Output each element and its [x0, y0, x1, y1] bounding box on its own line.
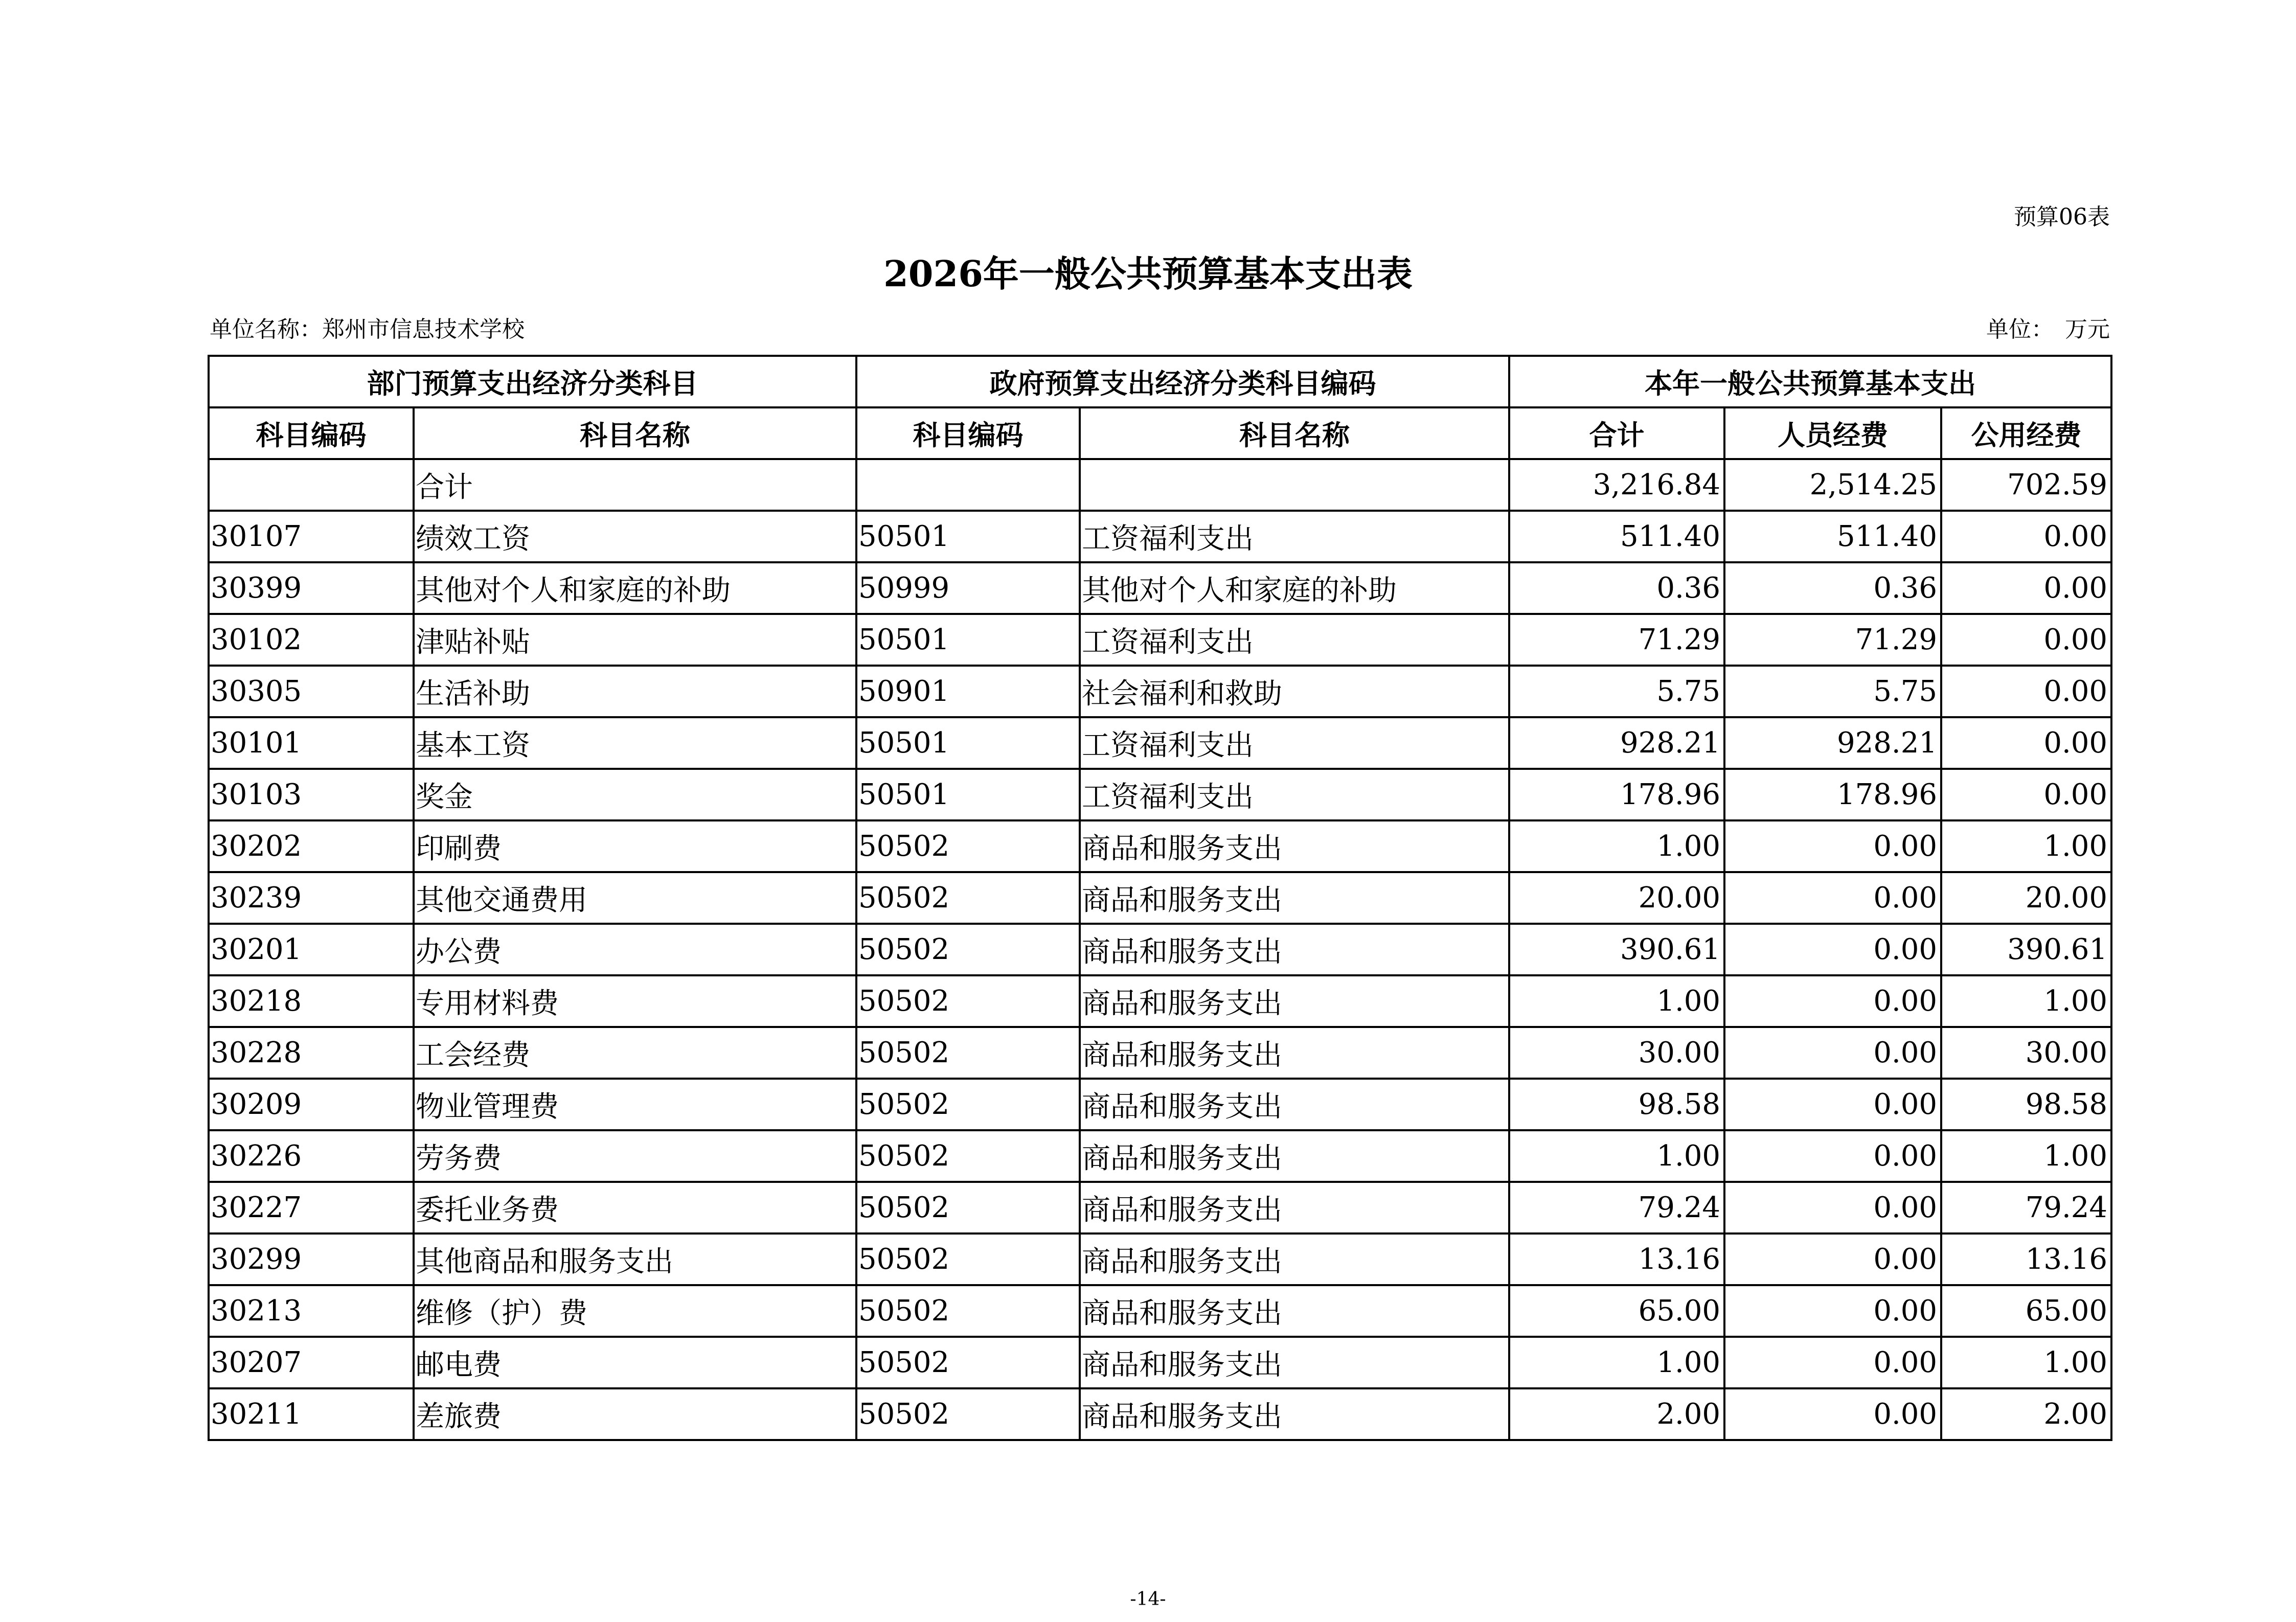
dept-code-cell: 30239: [209, 872, 414, 924]
gov-name-cell: 商品和服务支出: [1080, 820, 1509, 872]
public-cell: 2.00: [1941, 1388, 2111, 1440]
dept-name-cell: 委托业务费: [414, 1182, 856, 1233]
gov-code-cell: 50501: [856, 511, 1080, 562]
gov-code-cell: 50502: [856, 1233, 1080, 1285]
dept-code-cell: 30305: [209, 666, 414, 717]
column-header-row: [209, 407, 2111, 459]
gov-name-cell: 商品和服务支出: [1080, 1233, 1509, 1285]
personnel-cell: 0.36: [1724, 562, 1941, 614]
personnel-cell: 0.00: [1724, 975, 1941, 1027]
total-cell: 71.29: [1509, 614, 1724, 666]
table-row: [209, 1027, 2111, 1079]
personnel-cell: 178.96: [1724, 769, 1941, 820]
gov-name-cell: 商品和服务支出: [1080, 1388, 1509, 1440]
total-cell: 178.96: [1509, 769, 1724, 820]
column-header: 科目名称: [1080, 407, 1509, 459]
gov-code-cell: 50501: [856, 717, 1080, 769]
gov-name-cell: 商品和服务支出: [1080, 1027, 1509, 1079]
gov-name-cell: 工资福利支出: [1080, 614, 1509, 666]
public-cell: 30.00: [1941, 1027, 2111, 1079]
gov-name-cell: 工资福利支出: [1080, 769, 1509, 820]
personnel-cell: 0.00: [1724, 1285, 1941, 1337]
public-cell: 0.00: [1941, 666, 2111, 717]
public-cell: 65.00: [1941, 1285, 2111, 1337]
dept-code-cell: 30226: [209, 1130, 414, 1182]
public-cell: 0.00: [1941, 717, 2111, 769]
total-cell: 98.58: [1509, 1079, 1724, 1130]
table-row: [209, 769, 2111, 820]
total-cell: 79.24: [1509, 1182, 1724, 1233]
gov-name-cell: 工资福利支出: [1080, 717, 1509, 769]
currency-unit: 单位： 万元: [1986, 316, 2110, 342]
dept-name-cell: 物业管理费: [414, 1079, 856, 1130]
dept-name-cell: 其他对个人和家庭的补助: [414, 562, 856, 614]
table-number: 预算06表: [2014, 204, 2110, 230]
dept-name-cell: 办公费: [414, 924, 856, 975]
personnel-cell: 928.21: [1724, 717, 1941, 769]
column-header: 公用经费: [1941, 407, 2111, 459]
page-number: -14-: [1130, 1589, 1166, 1610]
table-row: [209, 562, 2111, 614]
dept-name-cell: 其他交通费用: [414, 872, 856, 924]
total-cell: 13.16: [1509, 1233, 1724, 1285]
personnel-cell: 511.40: [1724, 511, 1941, 562]
gov-code-cell: 50502: [856, 924, 1080, 975]
table-row: [209, 1233, 2111, 1285]
gov-code-cell: 50502: [856, 975, 1080, 1027]
dept-code-cell: 30211: [209, 1388, 414, 1440]
gov-code-cell: 50502: [856, 872, 1080, 924]
column-header: 合计: [1509, 407, 1724, 459]
table-row: [209, 1182, 2111, 1233]
personnel-cell: 0.00: [1724, 1027, 1941, 1079]
gov-name-cell: 商品和服务支出: [1080, 1182, 1509, 1233]
total-cell: 1.00: [1509, 820, 1724, 872]
personnel-cell: 0.00: [1724, 820, 1941, 872]
total-cell: 65.00: [1509, 1285, 1724, 1337]
total-row: [209, 459, 2111, 511]
dept-code-cell: 30213: [209, 1285, 414, 1337]
gov-code-cell: 50502: [856, 1182, 1080, 1233]
gov-name-cell: 商品和服务支出: [1080, 1285, 1509, 1337]
dept-code-cell: 30399: [209, 562, 414, 614]
gov-name-cell: 商品和服务支出: [1080, 975, 1509, 1027]
total-cell: 5.75: [1509, 666, 1724, 717]
dept-code-cell: 30299: [209, 1233, 414, 1285]
table-row: [209, 1337, 2111, 1388]
personnel-cell: 0.00: [1724, 1388, 1941, 1440]
table-row: [209, 717, 2111, 769]
personnel-cell: 2,514.25: [1724, 459, 1941, 511]
dept-name-cell: 奖金: [414, 769, 856, 820]
personnel-cell: 0.00: [1724, 1130, 1941, 1182]
gov-code-cell: 50502: [856, 1388, 1080, 1440]
page-title: 2026年一般公共预算基本支出表: [883, 253, 1413, 295]
public-cell: 98.58: [1941, 1079, 2111, 1130]
dept-code-cell: [209, 459, 414, 511]
group-header-gov: 政府预算支出经济分类科目编码: [856, 356, 1509, 407]
column-header: 人员经费: [1724, 407, 1941, 459]
table-row: [209, 614, 2111, 666]
public-cell: 1.00: [1941, 1130, 2111, 1182]
column-header: 科目编码: [209, 407, 414, 459]
gov-name-cell: 工资福利支出: [1080, 511, 1509, 562]
personnel-cell: 0.00: [1724, 1182, 1941, 1233]
dept-name-cell: 基本工资: [414, 717, 856, 769]
dept-code-cell: 30102: [209, 614, 414, 666]
table-row: [209, 511, 2111, 562]
total-cell: 511.40: [1509, 511, 1724, 562]
public-cell: 702.59: [1941, 459, 2111, 511]
total-cell: 1.00: [1509, 1130, 1724, 1182]
gov-code-cell: 50502: [856, 820, 1080, 872]
dept-code-cell: 30103: [209, 769, 414, 820]
gov-code-cell: [856, 459, 1080, 511]
public-cell: 1.00: [1941, 975, 2111, 1027]
gov-code-cell: 50501: [856, 614, 1080, 666]
table-row: [209, 1130, 2111, 1182]
gov-name-cell: 商品和服务支出: [1080, 924, 1509, 975]
dept-name-cell: 工会经费: [414, 1027, 856, 1079]
table-row: [209, 975, 2111, 1027]
table-row: [209, 1388, 2111, 1440]
public-cell: 13.16: [1941, 1233, 2111, 1285]
public-cell: 0.00: [1941, 562, 2111, 614]
total-cell: 1.00: [1509, 1337, 1724, 1388]
gov-name-cell: 商品和服务支出: [1080, 872, 1509, 924]
total-cell: 1.00: [1509, 975, 1724, 1027]
total-cell: 20.00: [1509, 872, 1724, 924]
gov-code-cell: 50502: [856, 1130, 1080, 1182]
dept-code-cell: 30101: [209, 717, 414, 769]
gov-name-cell: 社会福利和救助: [1080, 666, 1509, 717]
public-cell: 0.00: [1941, 769, 2111, 820]
gov-name-cell: 商品和服务支出: [1080, 1130, 1509, 1182]
personnel-cell: 0.00: [1724, 1079, 1941, 1130]
dept-name-cell: 差旅费: [414, 1388, 856, 1440]
dept-code-cell: 30207: [209, 1337, 414, 1388]
gov-code-cell: 50502: [856, 1027, 1080, 1079]
public-cell: 20.00: [1941, 872, 2111, 924]
dept-name-cell: 绩效工资: [414, 511, 856, 562]
table-row: [209, 872, 2111, 924]
gov-name-cell: 商品和服务支出: [1080, 1337, 1509, 1388]
dept-name-cell: 生活补助: [414, 666, 856, 717]
column-header: 科目名称: [414, 407, 856, 459]
dept-name-cell: 维修（护）费: [414, 1285, 856, 1337]
total-cell: 390.61: [1509, 924, 1724, 975]
public-cell: 79.24: [1941, 1182, 2111, 1233]
personnel-cell: 5.75: [1724, 666, 1941, 717]
personnel-cell: 71.29: [1724, 614, 1941, 666]
dept-code-cell: 30202: [209, 820, 414, 872]
unit-name: 单位名称：郑州市信息技术学校: [210, 316, 525, 342]
dept-name-cell: 津贴补贴: [414, 614, 856, 666]
dept-code-cell: 30209: [209, 1079, 414, 1130]
column-header: 科目编码: [856, 407, 1080, 459]
dept-name-cell: 邮电费: [414, 1337, 856, 1388]
gov-name-cell: 其他对个人和家庭的补助: [1080, 562, 1509, 614]
personnel-cell: 0.00: [1724, 872, 1941, 924]
table-row: [209, 1285, 2111, 1337]
gov-code-cell: 50501: [856, 769, 1080, 820]
total-cell: 0.36: [1509, 562, 1724, 614]
dept-name-cell: 专用材料费: [414, 975, 856, 1027]
dept-code-cell: 30227: [209, 1182, 414, 1233]
public-cell: 0.00: [1941, 614, 2111, 666]
table-body: [209, 459, 2111, 1440]
group-header-expense: 本年一般公共预算基本支出: [1509, 356, 2111, 407]
dept-name-cell: 印刷费: [414, 820, 856, 872]
total-cell: 30.00: [1509, 1027, 1724, 1079]
budget-table: [208, 355, 2112, 1441]
dept-name-cell: 劳务费: [414, 1130, 856, 1182]
public-cell: 1.00: [1941, 820, 2111, 872]
dept-code-cell: 30228: [209, 1027, 414, 1079]
gov-name-cell: 商品和服务支出: [1080, 1079, 1509, 1130]
total-cell: 3,216.84: [1509, 459, 1724, 511]
group-header-row: [209, 356, 2111, 407]
public-cell: 1.00: [1941, 1337, 2111, 1388]
gov-code-cell: 50502: [856, 1285, 1080, 1337]
total-cell: 928.21: [1509, 717, 1724, 769]
gov-code-cell: 50901: [856, 666, 1080, 717]
personnel-cell: 0.00: [1724, 1337, 1941, 1388]
gov-code-cell: 50502: [856, 1079, 1080, 1130]
dept-code-cell: 30107: [209, 511, 414, 562]
personnel-cell: 0.00: [1724, 924, 1941, 975]
table-row: [209, 1079, 2111, 1130]
public-cell: 0.00: [1941, 511, 2111, 562]
dept-name-cell: 其他商品和服务支出: [414, 1233, 856, 1285]
dept-code-cell: 30201: [209, 924, 414, 975]
gov-name-cell: [1080, 459, 1509, 511]
total-cell: 2.00: [1509, 1388, 1724, 1440]
gov-code-cell: 50502: [856, 1337, 1080, 1388]
gov-code-cell: 50999: [856, 562, 1080, 614]
personnel-cell: 0.00: [1724, 1233, 1941, 1285]
public-cell: 390.61: [1941, 924, 2111, 975]
table-row: [209, 666, 2111, 717]
dept-code-cell: 30218: [209, 975, 414, 1027]
dept-name-cell: 合计: [414, 459, 856, 511]
table-row: [209, 820, 2111, 872]
table-row: [209, 924, 2111, 975]
group-header-dept: 部门预算支出经济分类科目: [209, 356, 856, 407]
